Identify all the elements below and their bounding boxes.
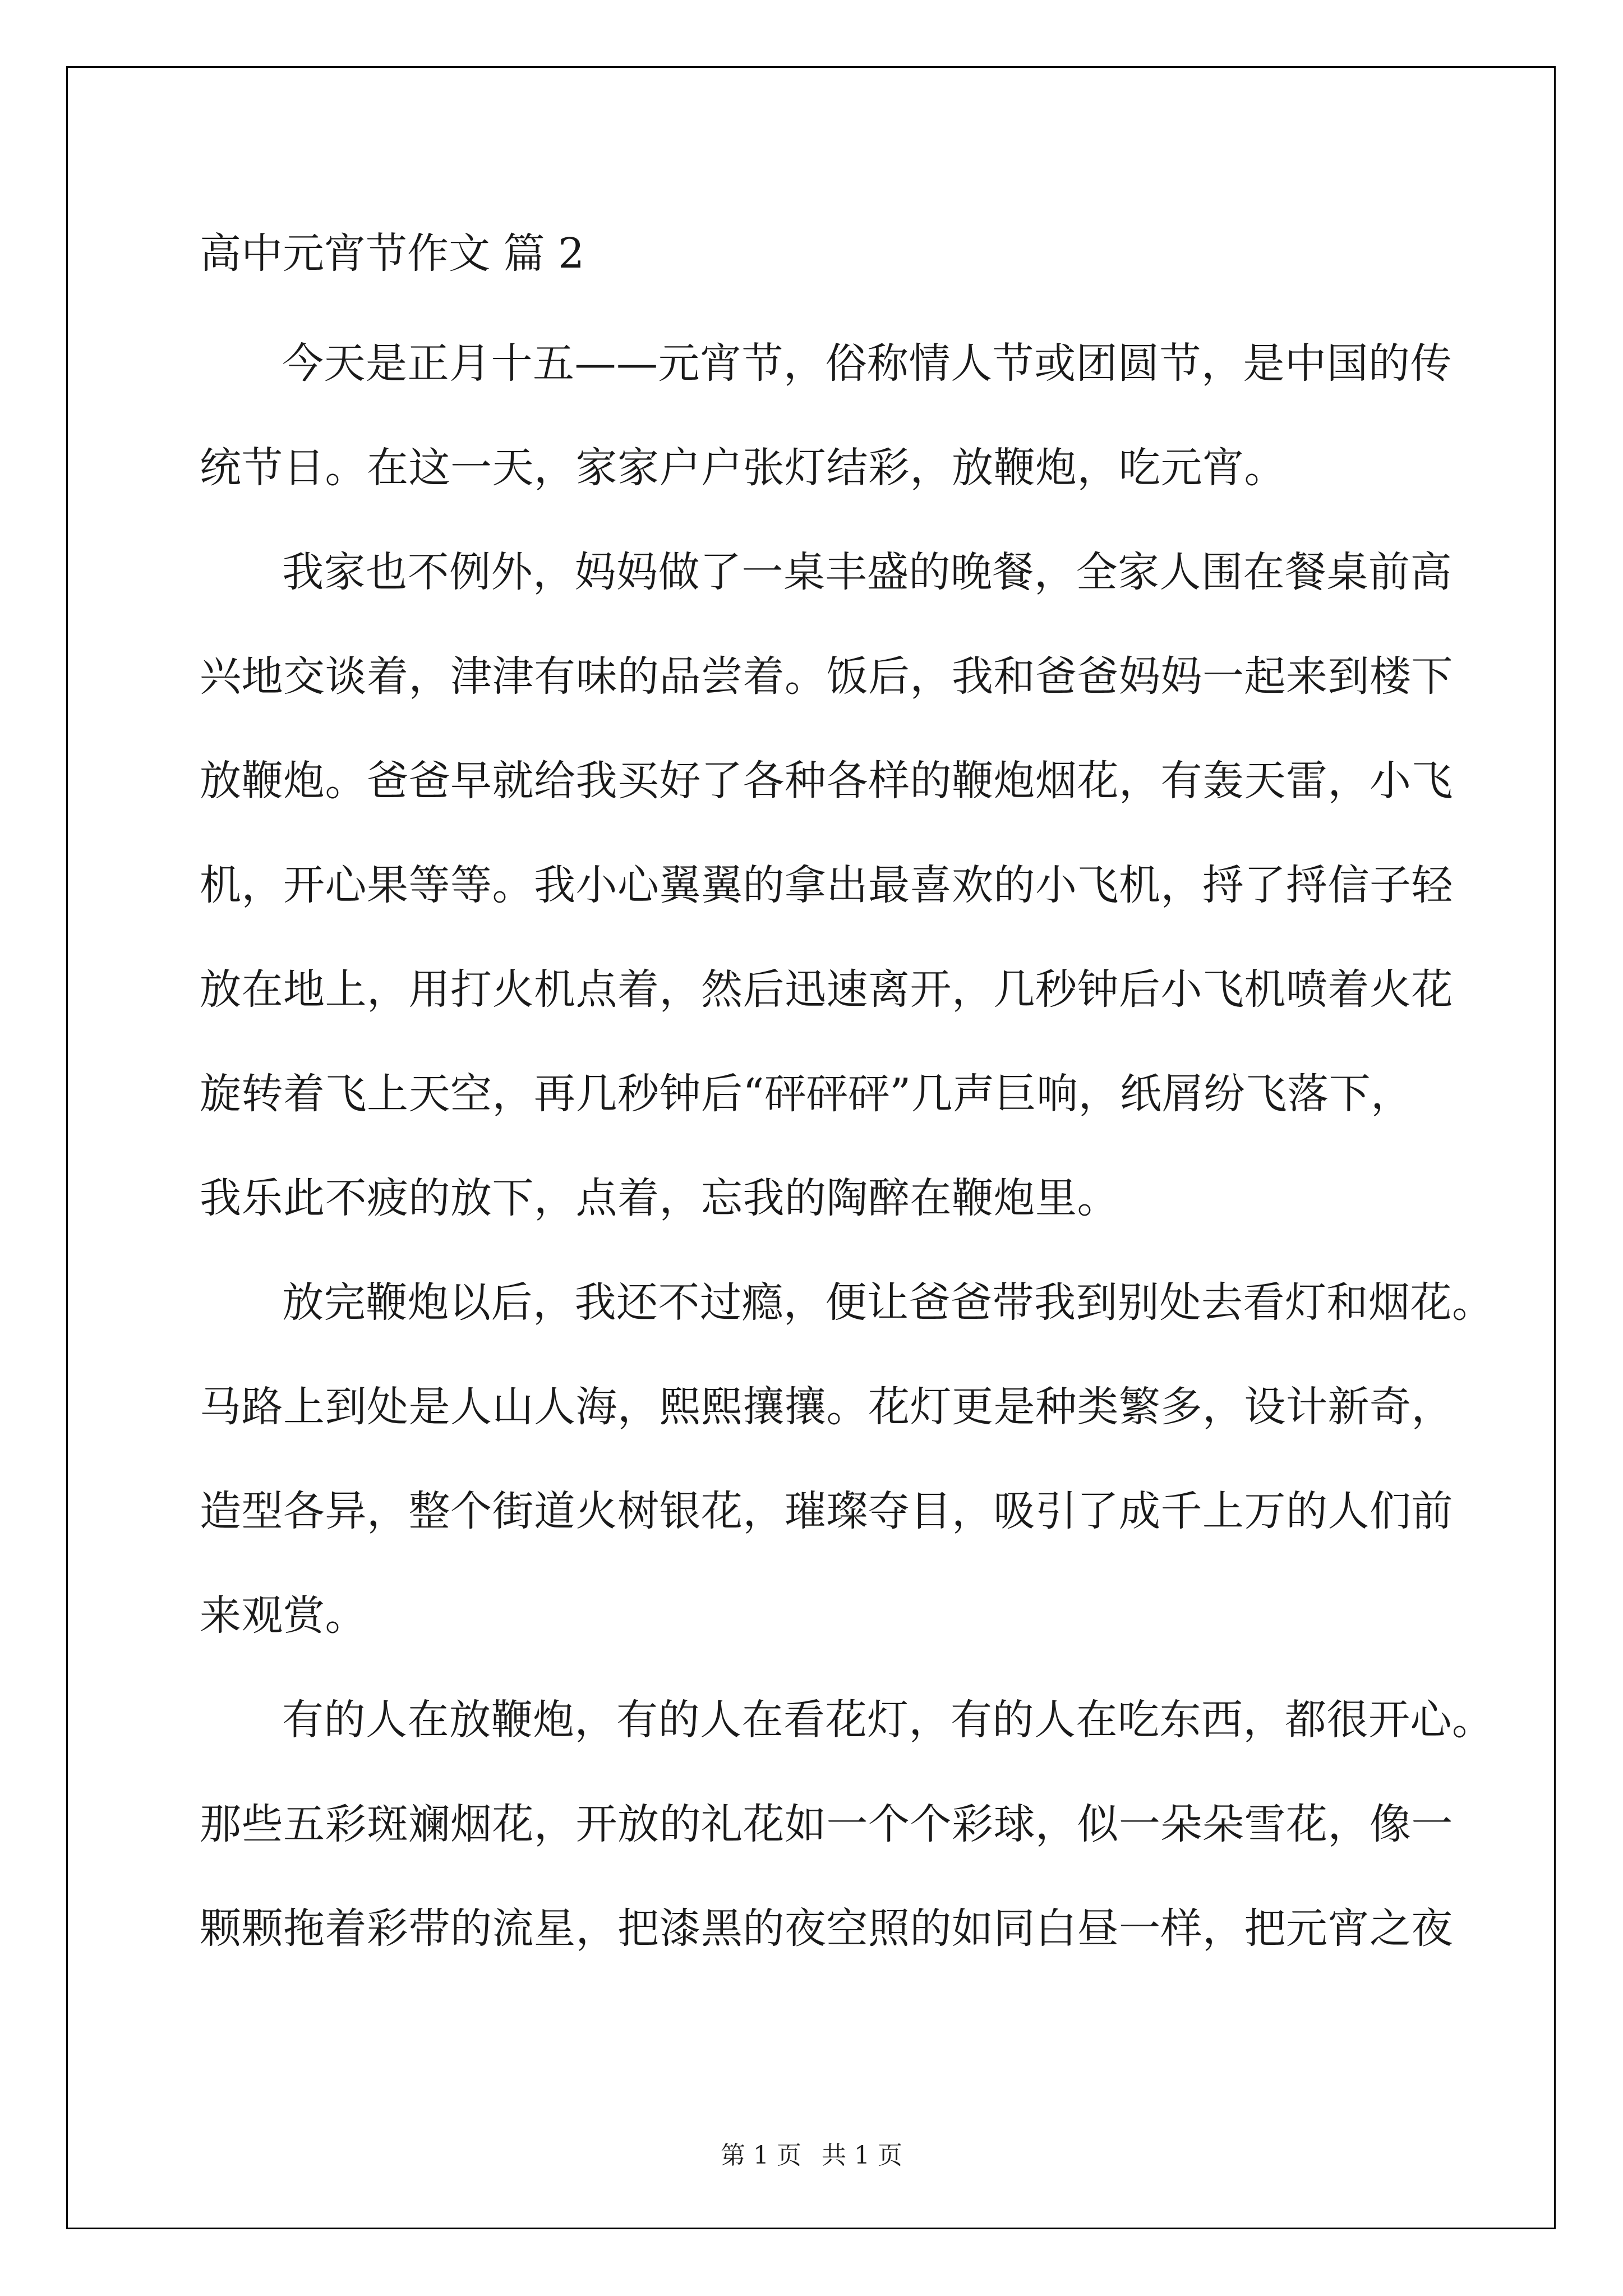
text-line: 有的人在放鞭炮，有的人在看花灯，有的人在吃东西，都很开心。 <box>282 1696 1494 1744</box>
text-line: 我乐此不疲的放下，点着，忘我的陶醉在鞭炮里。 <box>200 1174 1119 1222</box>
text-line: 放在地上，用打火机点着，然后迅速离开，几秒钟后小飞机喷着火花 <box>200 965 1453 1014</box>
text-line: 统节日。在这一天，家家户户张灯结彩，放鞭炮，吃元宵。 <box>200 444 1286 492</box>
text-line: 马路上到处是人山人海，熙熙攘攘。花灯更是种类繁多，设计新奇， <box>200 1383 1453 1431</box>
text-line: 旋转着飞上天空，再几秒钟后“砰砰砰”几声巨响，纸屑纷飞落下， <box>200 1070 1413 1118</box>
text-line: 机，开心果等等。我小心翼翼的拿出最喜欢的小飞机，捋了捋信子轻 <box>200 861 1453 909</box>
document-title: 高中元宵节作文 篇 2 <box>200 229 585 278</box>
text-line: 兴地交谈着，津津有味的品尝着。饭后，我和爸爸妈妈一起来到楼下 <box>200 652 1453 701</box>
page-total: 共 1 页 <box>822 2141 902 2170</box>
page-footer <box>0 2139 1623 2173</box>
text-line: 放鞭炮。爸爸早就给我买好了各种各样的鞭炮烟花，有轰天雷，小飞 <box>200 757 1453 805</box>
text-line: 我家也不例外，妈妈做了一桌丰盛的晚餐，全家人围在餐桌前高 <box>282 548 1452 596</box>
text-line: 今天是正月十五——元宵节，俗称情人节或团圆节，是中国的传 <box>282 339 1452 388</box>
text-line: 颗颗拖着彩带的流星，把漆黑的夜空照的如同白昼一样，把元宵之夜 <box>200 1904 1453 1953</box>
text-line: 放完鞭炮以后，我还不过瘾，便让爸爸带我到别处去看灯和烟花。 <box>282 1278 1494 1327</box>
page-number: 第 1 页 <box>721 2141 801 2170</box>
text-line: 来观赏。 <box>200 1591 367 1640</box>
text-line: 那些五彩斑斓烟花，开放的礼花如一个个彩球，似一朵朵雪花，像一 <box>200 1800 1453 1848</box>
text-line: 造型各异，整个街道火树银花，璀璨夺目，吸引了成千上万的人们前 <box>200 1487 1453 1535</box>
